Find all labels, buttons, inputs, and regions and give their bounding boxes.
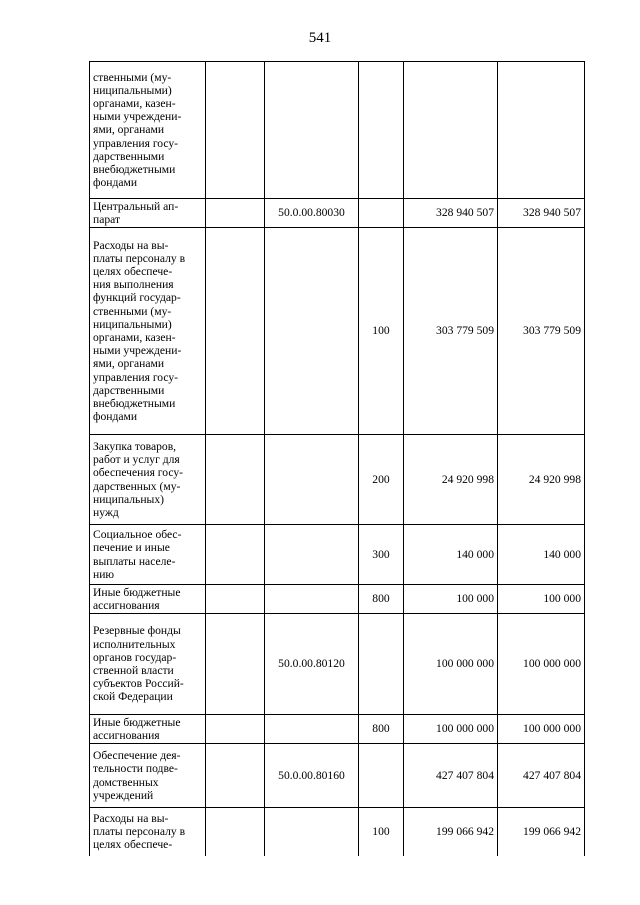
- empty-cell: [206, 525, 265, 585]
- expense-name-cell: [90, 435, 206, 525]
- table-row: [90, 585, 585, 614]
- table-row: [90, 808, 585, 856]
- amount-year1-cell: 303 779 509: [404, 228, 498, 435]
- expense-name-line: Расходы на вы-: [93, 238, 169, 252]
- expense-name-line: Закупка товаров,: [93, 439, 177, 453]
- empty-cell: [206, 435, 265, 525]
- amount-year2-cell: 328 940 507: [498, 199, 585, 228]
- expense-name-line: платы персоналу в: [93, 825, 186, 839]
- expense-kind-cell: [359, 62, 404, 199]
- budget-table: [89, 61, 585, 856]
- amount-year1-cell: 100 000 000: [404, 715, 498, 744]
- target-code-cell: 50.0.00.80030: [265, 199, 359, 228]
- expense-name-line: ассигнования: [93, 729, 160, 742]
- empty-cell: [206, 228, 265, 435]
- expense-name-line: внебюджетными: [93, 397, 176, 411]
- expense-name-line: дарственными: [93, 149, 165, 163]
- table-row: [90, 199, 585, 228]
- expense-kind-cell: 800: [359, 585, 404, 614]
- expense-name-line: нужд: [93, 505, 119, 519]
- expense-name-line: Иные бюджетные: [93, 585, 181, 599]
- expense-name-line: ниципальными): [93, 317, 172, 331]
- expense-name-line: ями, органами: [93, 357, 165, 371]
- expense-name-line: тельности подве-: [93, 762, 178, 776]
- expense-name-line: целях обеспече-: [93, 264, 173, 278]
- amount-year2-cell: 427 407 804: [498, 744, 585, 808]
- expense-name-line: фондами: [93, 176, 138, 190]
- expense-kind-cell: 200: [359, 435, 404, 525]
- empty-cell: [206, 199, 265, 228]
- expense-name-line: Резервные фонды: [93, 624, 181, 638]
- table-row: [90, 62, 585, 199]
- expense-name-cell: [90, 525, 206, 585]
- expense-name-line: субъектов Россий-: [93, 677, 184, 691]
- expense-name-line: платы персоналу в: [93, 251, 186, 265]
- expense-name-line: управления госу-: [93, 136, 179, 150]
- amount-year2-cell: 24 920 998: [498, 435, 585, 525]
- amount-year1-cell: 100 000: [404, 585, 498, 614]
- amount-year2-cell: 100 000 000: [498, 715, 585, 744]
- page-number: 541: [308, 30, 332, 46]
- expense-name-line: дарственными: [93, 383, 165, 397]
- expense-name-cell: [90, 199, 206, 228]
- expense-name-cell: [90, 62, 206, 199]
- empty-cell: [206, 808, 265, 856]
- expense-name-line: ными учреждени-: [93, 344, 182, 358]
- expense-name-line: Социальное обес-: [93, 528, 182, 542]
- table-row: [90, 228, 585, 435]
- expense-name-line: печение и иные: [93, 541, 170, 555]
- empty-cell: [206, 744, 265, 808]
- expense-name-line: дарственных (му-: [93, 479, 181, 493]
- amount-year1-cell: 328 940 507: [404, 199, 498, 228]
- amount-year1-cell: 427 407 804: [404, 744, 498, 808]
- expense-kind-cell: 100: [359, 808, 404, 856]
- expense-name-line: органами, казен-: [93, 331, 176, 344]
- expense-name-line: выплаты населе-: [93, 554, 176, 568]
- expense-kind-cell: 800: [359, 715, 404, 744]
- amount-year1-cell: 140 000: [404, 525, 498, 585]
- expense-name-line: ассигнования: [93, 599, 160, 612]
- expense-name-line: ниципальных): [93, 492, 164, 506]
- target-code-cell: [265, 525, 359, 585]
- expense-name-line: внебюджетными: [93, 163, 176, 176]
- expense-name-line: ственными (му-: [93, 304, 172, 318]
- amount-year2-cell: 199 066 942: [498, 808, 585, 856]
- amount-year2-cell: [498, 62, 585, 199]
- amount-year1-cell: 199 066 942: [404, 808, 498, 856]
- table-row: [90, 715, 585, 744]
- empty-cell: [206, 715, 265, 744]
- empty-cell: [206, 585, 265, 614]
- expense-kind-cell: [359, 614, 404, 715]
- expense-name-line: исполнительных: [93, 637, 176, 651]
- expense-name-line: работ и услуг для: [93, 453, 180, 467]
- expense-name-line: органами, казен-: [93, 96, 176, 110]
- empty-cell: [206, 62, 265, 199]
- expense-name-cell: [90, 228, 206, 435]
- expense-name-line: органов государ-: [93, 650, 177, 664]
- expense-kind-cell: [359, 199, 404, 228]
- expense-name-cell: [90, 585, 206, 614]
- expense-name-line: фондами: [93, 410, 138, 424]
- expense-name-line: Центральный ап-: [93, 199, 179, 213]
- table-row: [90, 744, 585, 808]
- expense-name-line: учреждений: [93, 788, 154, 802]
- expense-name-line: Иные бюджетные: [93, 715, 181, 729]
- expense-name-line: ными учреждени-: [93, 110, 182, 124]
- expense-name-line: нию: [93, 567, 115, 581]
- expense-name-line: ской Федерации: [93, 690, 173, 704]
- expense-name-line: домственных: [93, 775, 159, 789]
- budget-table-body: [90, 62, 585, 856]
- expense-name-line: парат: [93, 213, 121, 226]
- expense-name-cell: [90, 715, 206, 744]
- expense-name-line: ями, органами: [93, 123, 165, 137]
- amount-year1-cell: 24 920 998: [404, 435, 498, 525]
- table-row: [90, 435, 585, 525]
- expense-name-line: ниципальными): [93, 83, 172, 97]
- target-code-cell: 50.0.00.80120: [265, 614, 359, 715]
- amount-year2-cell: 100 000 000: [498, 614, 585, 715]
- target-code-cell: [265, 62, 359, 199]
- empty-cell: [206, 614, 265, 715]
- expense-kind-cell: 300: [359, 525, 404, 585]
- amount-year2-cell: 303 779 509: [498, 228, 585, 435]
- expense-name-line: функций государ-: [93, 291, 181, 305]
- expense-name-line: обеспечения госу-: [93, 466, 184, 480]
- expense-name-line: Расходы на вы-: [93, 811, 169, 825]
- expense-kind-cell: 100: [359, 228, 404, 435]
- target-code-cell: 50.0.00.80160: [265, 744, 359, 808]
- amount-year2-cell: 100 000: [498, 585, 585, 614]
- expense-kind-cell: [359, 744, 404, 808]
- expense-name-line: Обеспечение дея-: [93, 749, 181, 763]
- expense-name-line: ственной власти: [93, 664, 174, 677]
- table-row: [90, 525, 585, 585]
- expense-name-line: ственными (му-: [93, 70, 172, 84]
- amount-year1-cell: [404, 62, 498, 199]
- amount-year2-cell: 140 000: [498, 525, 585, 585]
- expense-name-cell: [90, 744, 206, 808]
- target-code-cell: [265, 808, 359, 856]
- expense-name-line: управления госу-: [93, 370, 179, 384]
- target-code-cell: [265, 435, 359, 525]
- expense-name-line: ния выполнения: [93, 278, 174, 292]
- expense-name-line: целях обеспече-: [93, 838, 173, 852]
- table-row: [90, 614, 585, 715]
- target-code-cell: [265, 585, 359, 614]
- expense-name-cell: [90, 614, 206, 715]
- amount-year1-cell: 100 000 000: [404, 614, 498, 715]
- target-code-cell: [265, 715, 359, 744]
- target-code-cell: [265, 228, 359, 435]
- expense-name-cell: [90, 808, 206, 856]
